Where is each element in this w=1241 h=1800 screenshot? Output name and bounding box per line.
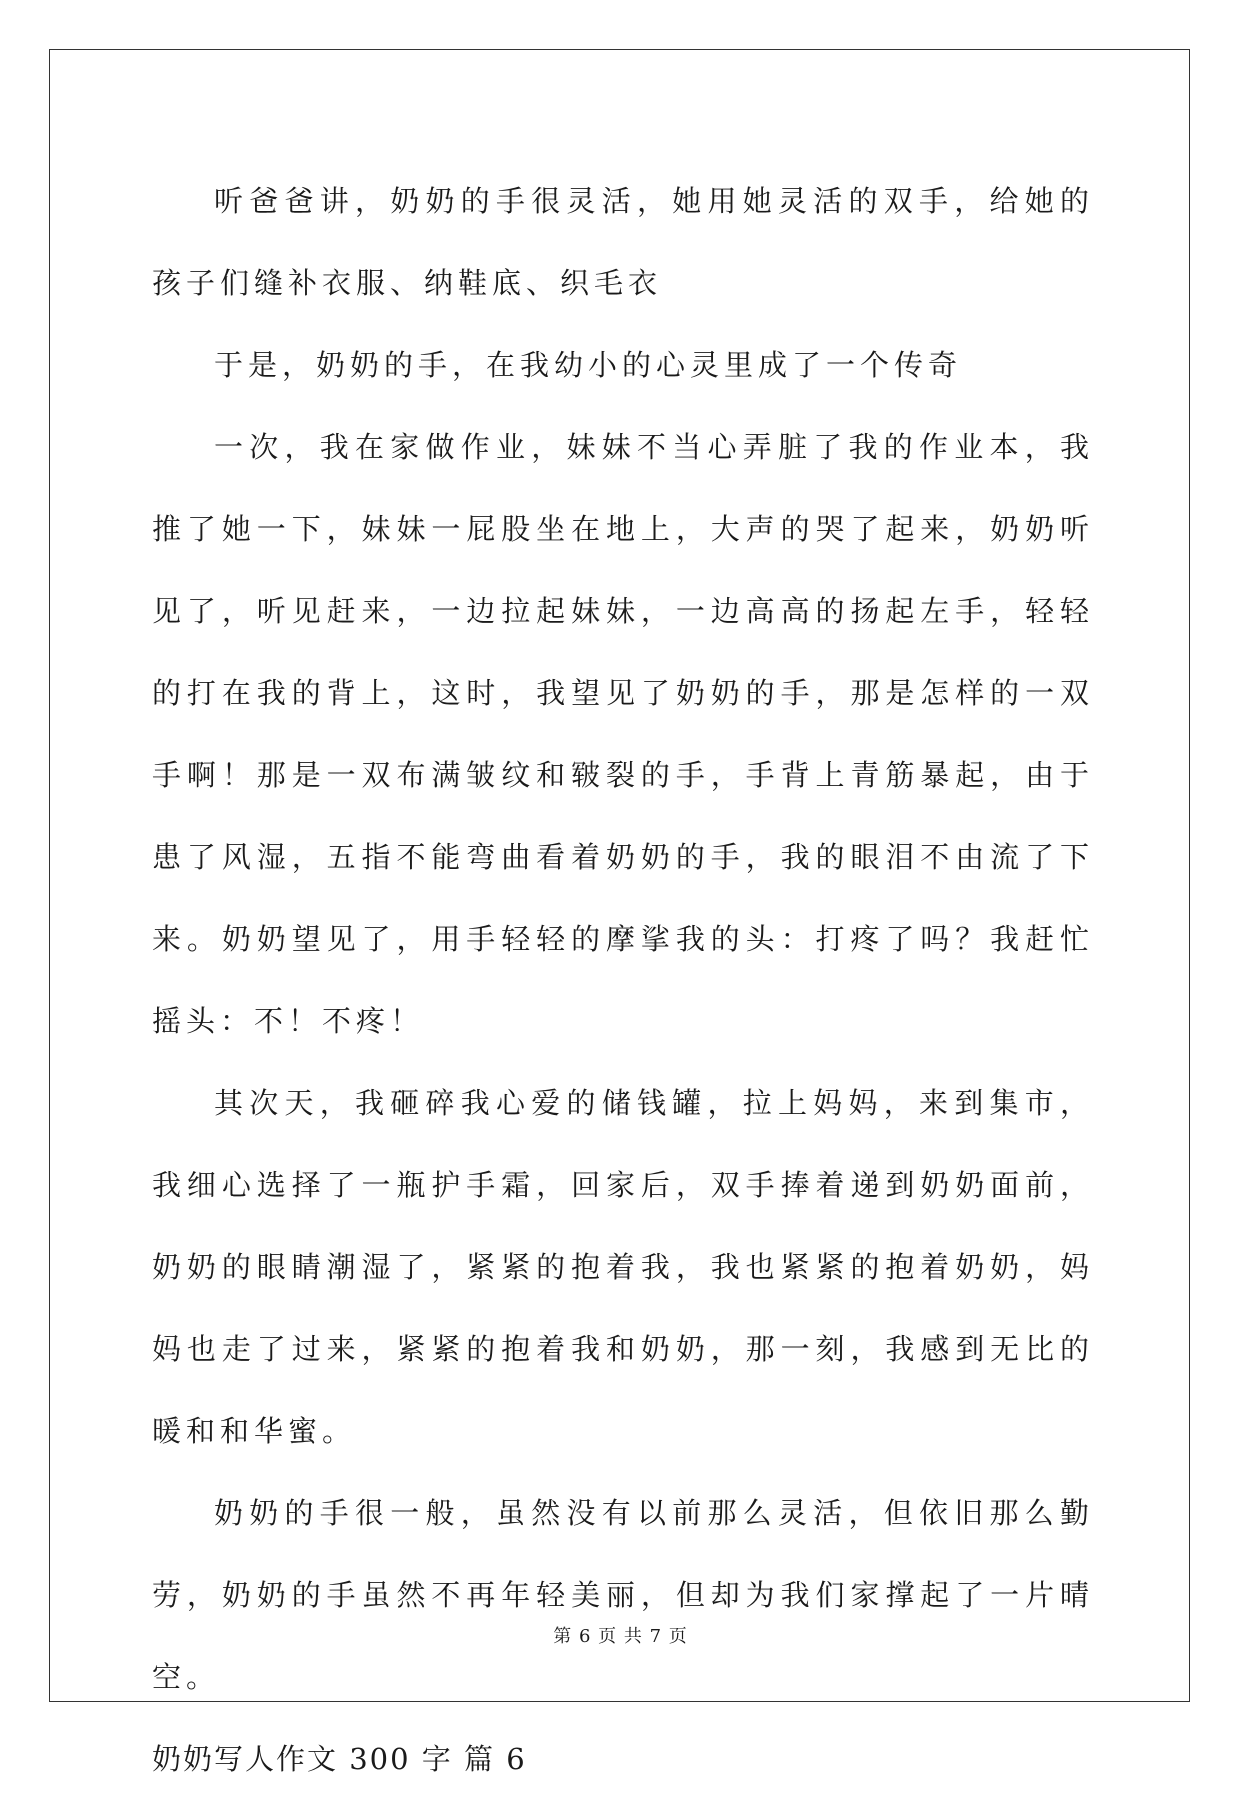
paragraph: 一次，我在家做作业，妹妹不当心弄脏了我的作业本，我推了她一下，妹妹一屁股坐在地上，大声的哭了起来，奶奶听见了，听见赶来，一边拉起妹妹，一边高高的扬起左手，轻轻的打在我的背上，这时，我望见了奶奶的手，那是怎样的一双手啊！那是一双布满皱纹和皲裂的手，手背上青筋暴起，由于患了风湿，五指不能弯曲看着奶奶的手，我的眼泪不由流了下来。奶奶望见了，用手轻轻的摩挲我的头：打疼了吗？我赶忙摇头：不！不疼！ xyxy=(152,430,1094,1038)
paragraph: 于是，奶奶的手，在我幼小的心灵里成了一个传奇 xyxy=(214,348,963,382)
paragraph: 听爸爸讲，奶奶的手很灵活，她用她灵活的双手，给她的孩子们缝补衣服、纳鞋底、织毛衣 xyxy=(152,184,1094,300)
paragraph: 其次天，我砸碎我心爱的储钱罐，拉上妈妈，来到集市，我细心选择了一瓶护手霜，回家后，双手捧着递到奶奶面前，奶奶的眼睛潮湿了，紧紧的抱着我，我也紧紧的抱着奶奶，妈妈也走了过来，紧紧的抱着我和奶奶，那一刻，我感到无比的暖和和华蜜。 xyxy=(152,1086,1094,1448)
paragraph: 奶奶的手很一般，虽然没有以前那么灵活，但依旧那么勤劳，奶奶的手虽然不再年轻美丽，但却为我们家撑起了一片晴空。 xyxy=(152,1496,1094,1694)
section-heading: 奶奶写人作文 300 字 篇 6 xyxy=(152,1742,527,1776)
page-number-footer: 第 6 页 共 7 页 xyxy=(553,1626,688,1647)
document-body xyxy=(152,160,1094,1800)
